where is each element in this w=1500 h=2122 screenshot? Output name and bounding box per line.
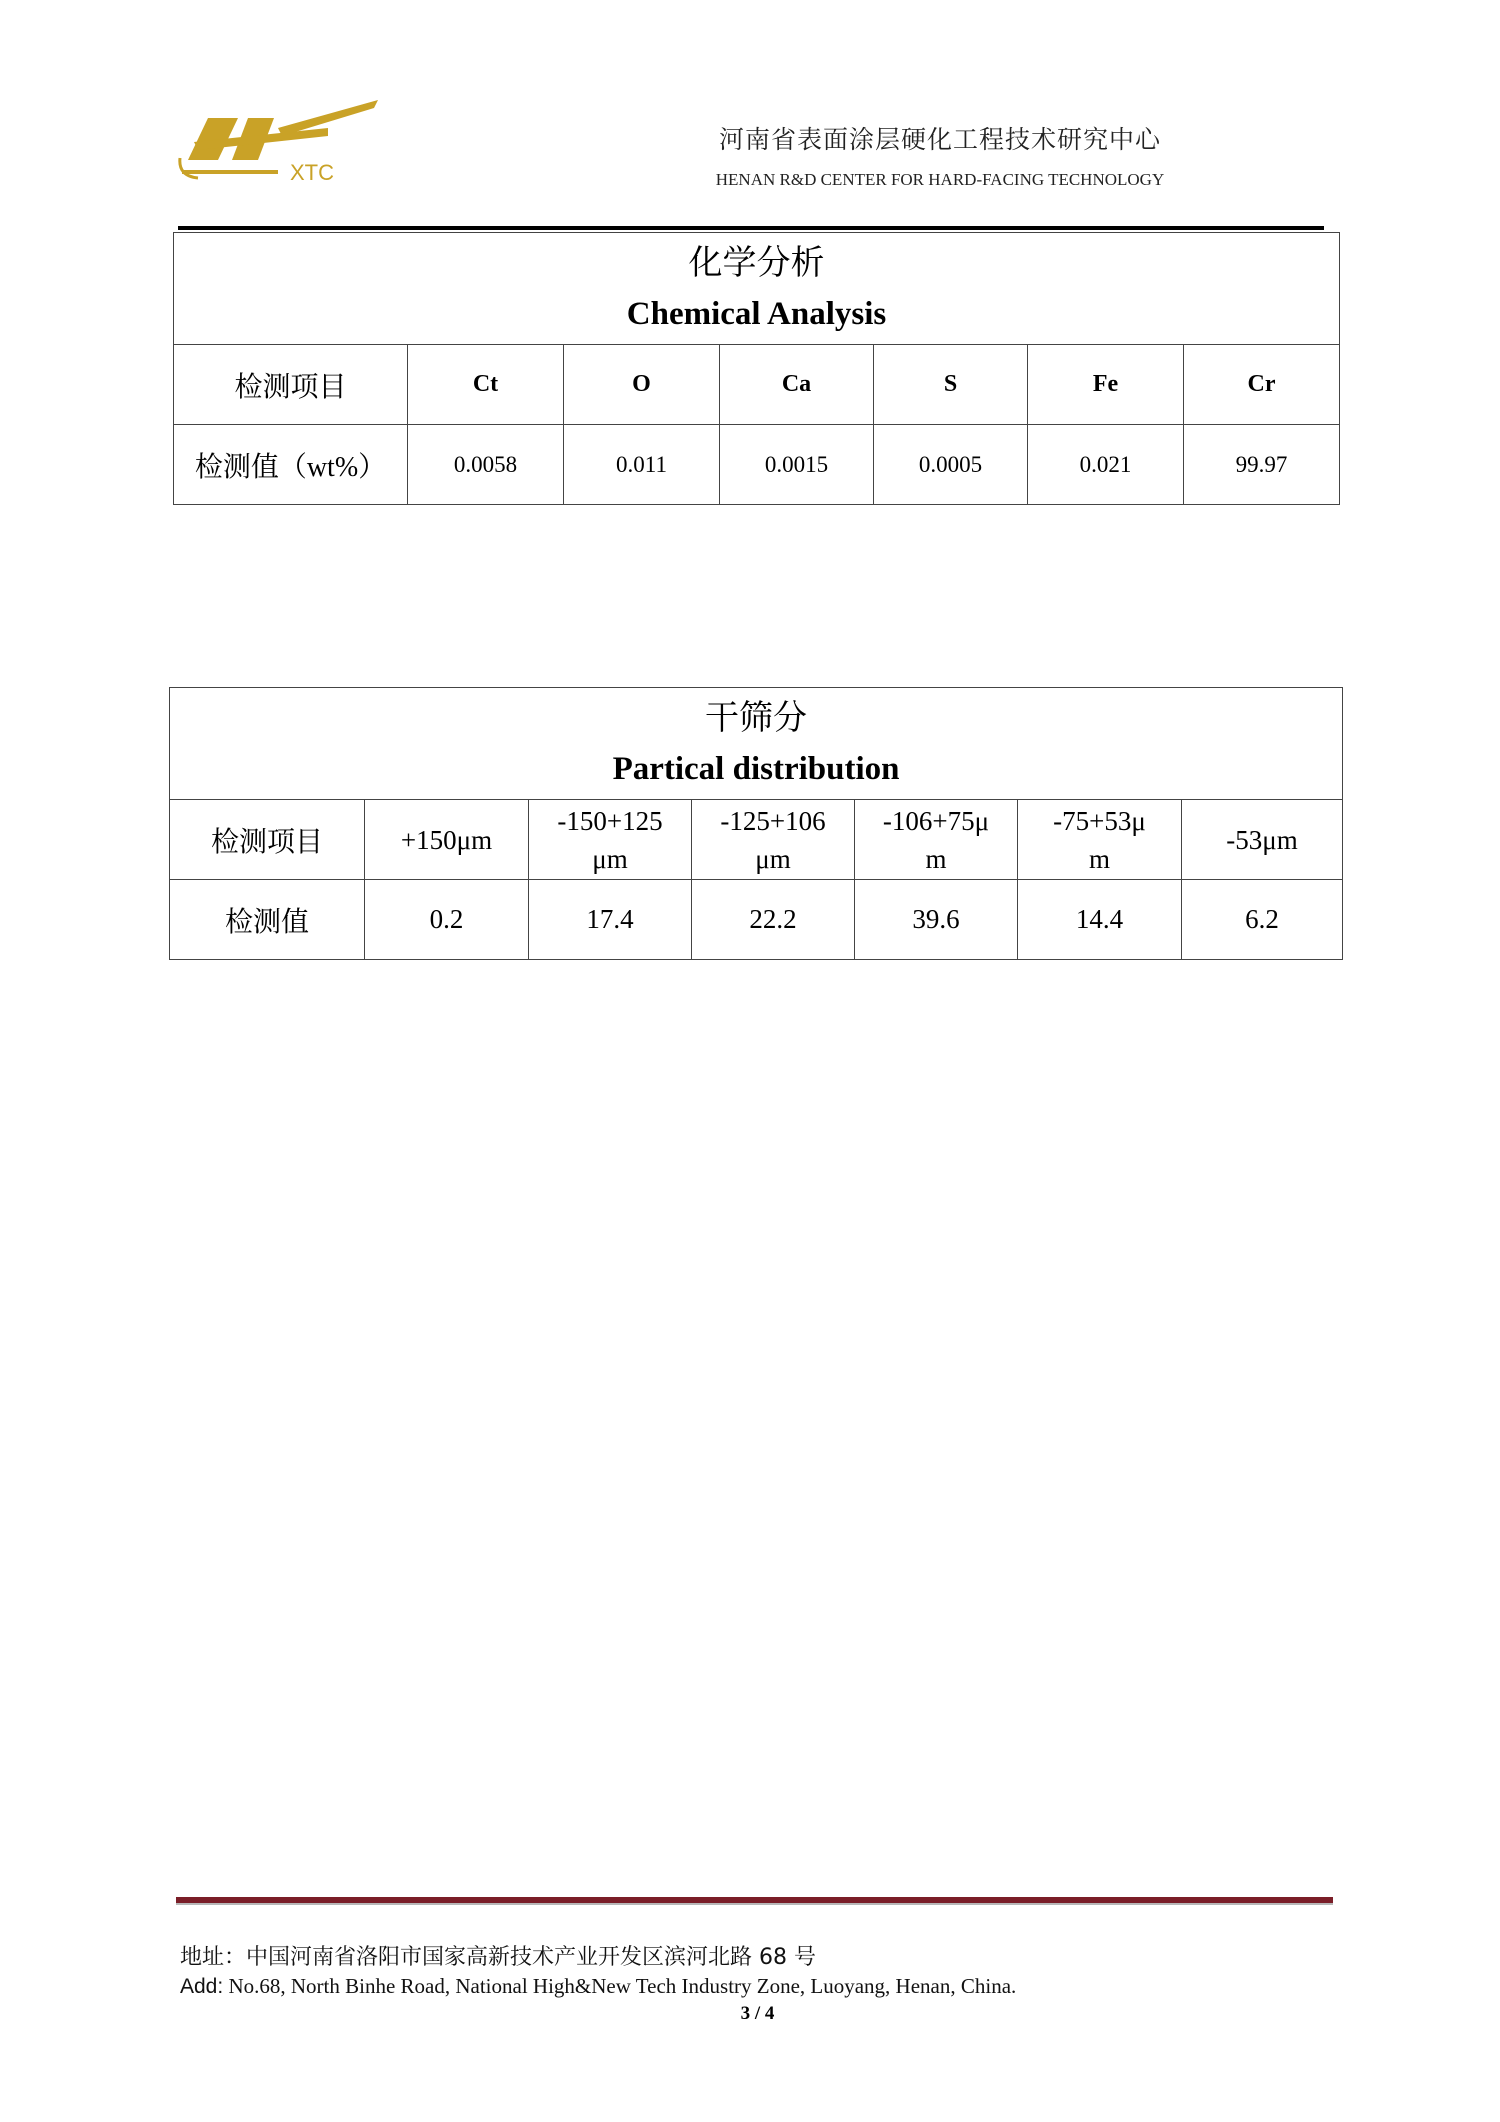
value-cell: 17.4 bbox=[529, 880, 692, 960]
value-cell: 0.2 bbox=[365, 880, 529, 960]
chemical-items-row bbox=[174, 345, 1340, 425]
column-header: Cr bbox=[1184, 345, 1340, 425]
chemical-title-cn: 化学分析 bbox=[688, 244, 825, 282]
footer-address-en bbox=[180, 1974, 1016, 1999]
size-range-header: -106+75μ m bbox=[855, 800, 1018, 880]
sieve-items-row bbox=[170, 800, 1343, 880]
value-cell: 0.011 bbox=[564, 425, 720, 505]
value-cell: 0.0015 bbox=[720, 425, 874, 505]
value-cell: 0.0005 bbox=[874, 425, 1028, 505]
logo-text: XTC bbox=[290, 160, 334, 185]
size-range-header: -53μm bbox=[1182, 800, 1343, 880]
value-cell: 0.0058 bbox=[408, 425, 564, 505]
sieve-title-row bbox=[170, 688, 1343, 800]
value-cell: 22.2 bbox=[692, 880, 855, 960]
size-range-header: -125+106 μm bbox=[692, 800, 855, 880]
value-cell: 0.021 bbox=[1028, 425, 1184, 505]
size-range-header: -75+53μ m bbox=[1018, 800, 1182, 880]
header-title-en: HENAN R&D CENTER FOR HARD-FACING TECHNOLOGY bbox=[715, 170, 1165, 189]
row-header: 检测值（wt%） bbox=[174, 425, 408, 505]
column-header: S bbox=[874, 345, 1028, 425]
chemical-title-row bbox=[174, 233, 1340, 345]
chemical-title-en: Chemical Analysis bbox=[626, 295, 887, 332]
address-label: Add: bbox=[180, 1975, 224, 1998]
value-cell: 6.2 bbox=[1182, 880, 1343, 960]
header-divider bbox=[178, 226, 1324, 230]
row-header: 检测值 bbox=[170, 880, 365, 960]
row-header: 检测项目 bbox=[174, 345, 408, 425]
particle-distribution-table bbox=[169, 687, 1343, 960]
column-header: Ca bbox=[720, 345, 874, 425]
value-cell: 39.6 bbox=[855, 880, 1018, 960]
column-header: Fe bbox=[1028, 345, 1184, 425]
sieve-title-cn: 干筛分 bbox=[705, 699, 808, 737]
address-text: No.68, North Binhe Road, National High&New Tech Industry Zone, Luoyang, Henan, China. bbox=[223, 1974, 1017, 1998]
size-range-header: +150μm bbox=[365, 800, 529, 880]
sieve-title-en: Partical distribution bbox=[612, 750, 900, 787]
chemical-title-cell bbox=[174, 233, 1340, 345]
xtc-logo bbox=[178, 98, 388, 190]
header-title-cn: 河南省表面涂层硬化工程技术研究中心 bbox=[718, 127, 1161, 154]
value-cell: 99.97 bbox=[1184, 425, 1340, 505]
size-range-header: -150+125 μm bbox=[529, 800, 692, 880]
sieve-title-cell bbox=[170, 688, 1343, 800]
chemical-values-row bbox=[174, 425, 1340, 505]
page-number: 3 / 4 bbox=[740, 2003, 775, 2024]
chemical-analysis-table bbox=[173, 232, 1340, 505]
footer-divider bbox=[176, 1897, 1333, 1905]
column-header: Ct bbox=[408, 345, 564, 425]
column-header: O bbox=[564, 345, 720, 425]
footer-address-cn: 地址：中国河南省洛阳市国家高新技术产业开发区滨河北路 68 号 bbox=[180, 1945, 816, 1970]
row-header: 检测项目 bbox=[170, 800, 365, 880]
value-cell: 14.4 bbox=[1018, 880, 1182, 960]
sieve-values-row bbox=[170, 880, 1343, 960]
